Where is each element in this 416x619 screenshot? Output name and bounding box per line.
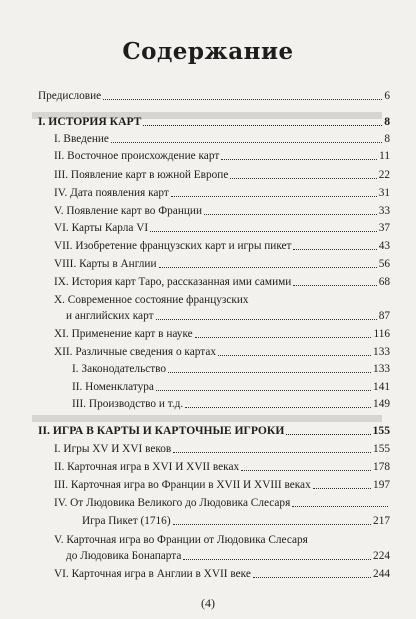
toc-entry-page: 56 — [378, 258, 390, 270]
toc-part-label: II. ИГРА В КАРТЫ И КАРТОЧНЫЕ ИГРОКИ — [38, 424, 285, 437]
toc-entry[interactable] — [54, 567, 390, 581]
toc-entry-label: VIII. Карты в Англии — [54, 258, 157, 270]
toc-entry[interactable] — [54, 149, 390, 163]
toc-entry-first-line[interactable]: X. Современное состояние французских — [54, 294, 249, 306]
toc-part-page: 8 — [384, 115, 390, 128]
toc-entry[interactable] — [54, 478, 390, 492]
toc-entry-page: 155 — [373, 443, 390, 455]
leader-dots — [156, 319, 377, 320]
toc-entry-page: 116 — [373, 328, 390, 340]
divider — [32, 415, 382, 422]
toc-entry-label: III. Производство и т.д. — [72, 398, 184, 410]
toc-entry-page: 141 — [373, 381, 390, 393]
toc-subentry[interactable] — [72, 397, 390, 411]
toc-entry-label: VI. Карты Карла VI — [54, 222, 149, 234]
toc-entry-page: 6 — [384, 90, 390, 102]
toc-entry-page: 178 — [373, 461, 390, 473]
toc-entry[interactable] — [66, 549, 390, 563]
leader-dots — [173, 452, 371, 453]
toc-entry-label: III. Карточная игра во Франции в XVII И XVIII веках — [54, 479, 311, 491]
toc-entry-page: 197 — [373, 479, 390, 491]
toc-part-page: 155 — [372, 424, 390, 437]
leader-dots — [241, 470, 371, 471]
toc-part-label: I. ИСТОРИЯ КАРТ — [38, 115, 142, 128]
leader-dots — [292, 506, 388, 507]
toc-entry[interactable] — [54, 186, 390, 200]
toc-entry-label: V. Появление карт во Франции — [54, 205, 202, 217]
leader-dots — [221, 159, 377, 160]
leader-dots — [156, 390, 371, 391]
page-number: (4) — [201, 596, 215, 610]
leader-dots — [103, 99, 382, 100]
toc-entry-label: II. Карточная игра в XVI И XVII веках — [54, 461, 240, 473]
toc-entry-page: 149 — [373, 398, 390, 410]
leader-dots — [286, 434, 370, 435]
leader-dots — [253, 577, 371, 578]
toc-subentry[interactable] — [72, 380, 390, 394]
toc-entry[interactable] — [54, 168, 390, 182]
toc-entry-label: IX. История карт Таро, рассказанная ими самими — [54, 276, 292, 288]
toc-entry-page: 217 — [373, 515, 390, 527]
toc-entry-label: Предисловие — [38, 90, 102, 102]
toc-entry-label: XI. Применение карт в науке — [54, 328, 193, 340]
toc-entry[interactable] — [54, 257, 390, 271]
toc-entry-label: VI. Карточная игра в Англии в XVII веке — [54, 568, 251, 580]
toc-entry-preface[interactable] — [38, 89, 390, 103]
toc-subentry[interactable] — [72, 362, 390, 376]
toc-entry-page: 11 — [379, 150, 390, 162]
toc-entry-page: 87 — [378, 310, 390, 322]
leader-dots — [195, 337, 372, 338]
toc-part-1[interactable] — [38, 115, 390, 129]
toc-entry-page: 133 — [373, 363, 390, 375]
toc-entry-first-line[interactable]: V. Карточная игра во Франции от Людовика Слесаря — [54, 534, 308, 546]
leader-dots — [150, 231, 377, 232]
toc-entry[interactable] — [54, 442, 390, 456]
leader-dots — [168, 372, 371, 373]
toc-entry-label: II. Восточное происхождение карт — [54, 150, 220, 162]
toc-entry[interactable] — [54, 275, 390, 289]
toc-entry-page: 68 — [378, 276, 390, 288]
toc-entry[interactable] — [54, 132, 390, 146]
toc-entry[interactable] — [54, 239, 390, 253]
toc-entry-page: 31 — [378, 187, 390, 199]
leader-dots — [185, 407, 371, 408]
toc-part-2[interactable] — [38, 424, 390, 438]
toc-entry[interactable] — [54, 221, 390, 235]
toc-entry-label: до Людовика Бонапарта — [66, 550, 182, 562]
leader-dots — [230, 178, 376, 179]
toc-entry-page: 133 — [373, 346, 390, 358]
toc-entry-label: IV. Дата появления карт — [54, 187, 169, 199]
leader-dots — [218, 355, 371, 356]
toc-entry-label: III. Появление карт в южной Европе — [54, 169, 229, 181]
toc-entry-label: I. Законодательство — [72, 363, 167, 375]
leader-dots — [143, 125, 382, 126]
toc-entry-page: 22 — [378, 169, 390, 181]
leader-dots — [313, 488, 371, 489]
leader-dots — [173, 524, 371, 525]
leader-dots — [293, 285, 376, 286]
leader-dots — [171, 196, 377, 197]
toc-entry-page: 224 — [373, 550, 390, 562]
toc-entry-label: II. Номенклатура — [72, 381, 154, 393]
toc-entry-label: I. Введение — [54, 133, 109, 145]
toc-entry-label: XII. Различные сведения о картах — [54, 346, 216, 358]
leader-dots — [204, 214, 377, 215]
toc-entry-page: 244 — [373, 568, 390, 580]
page-title: Содержание — [122, 38, 294, 65]
toc-entry-page: 33 — [378, 205, 390, 217]
toc-entry-label: VII. Изобретение французских карт и игры пикет — [54, 240, 292, 252]
toc-entry-page: 43 — [378, 240, 390, 252]
toc-entry-label: I. Игры XV И XVI веков — [54, 443, 172, 455]
toc-entry-label: IV. От Людовика Великого до Людовика Слесаря — [54, 497, 291, 509]
toc-entry-page: 37 — [378, 222, 390, 234]
toc-entry[interactable] — [54, 327, 390, 341]
toc-entry[interactable] — [66, 309, 390, 323]
toc-entry[interactable] — [54, 345, 390, 359]
toc-entry[interactable] — [82, 514, 390, 528]
toc-entry-page: 8 — [384, 133, 390, 145]
toc-entry-label: Игра Пикет (1716) — [82, 515, 171, 527]
toc-entry[interactable] — [54, 460, 390, 474]
toc-entry-label: и английских карт — [66, 310, 154, 322]
leader-dots — [293, 249, 376, 250]
toc-entry[interactable] — [54, 496, 390, 510]
toc-entry[interactable] — [54, 204, 390, 218]
leader-dots — [111, 142, 382, 143]
leader-dots — [183, 559, 371, 560]
leader-dots — [159, 267, 377, 268]
